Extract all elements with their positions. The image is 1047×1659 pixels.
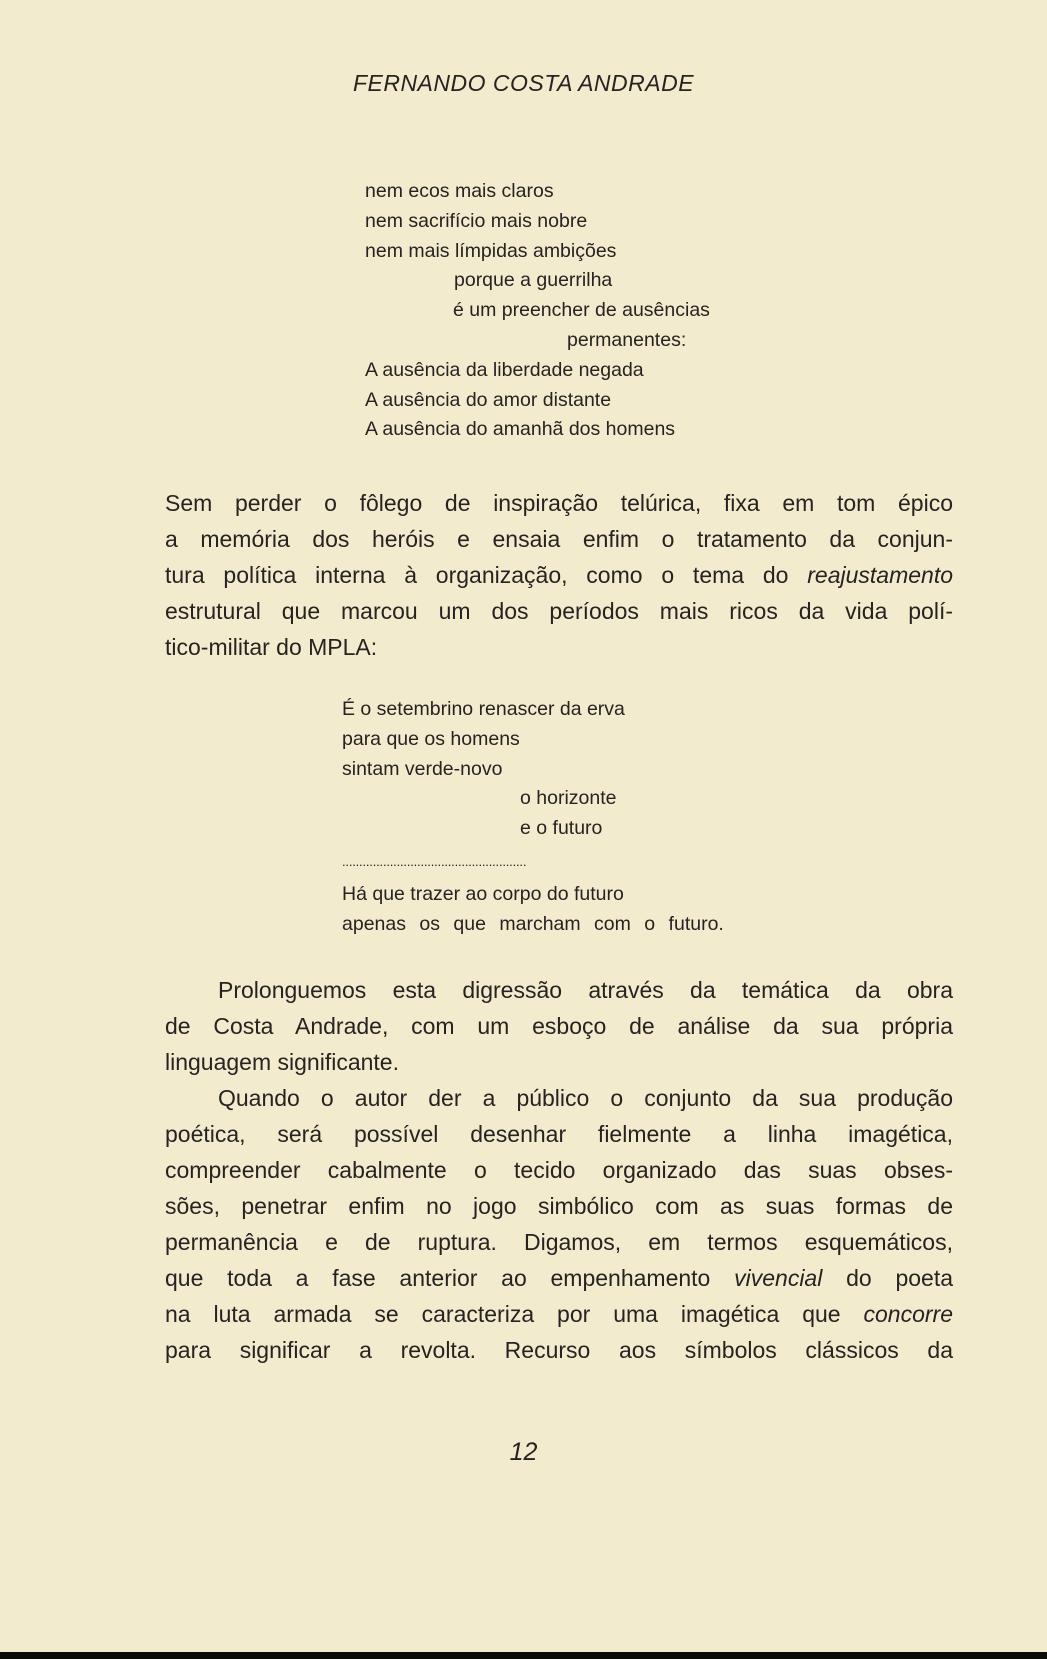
paragraph-1 [165, 485, 953, 665]
poem-line: permanentes: [567, 328, 687, 351]
poem-line: A ausência do amanhã dos homens [365, 418, 676, 441]
poem-line: É o setembrino renascer da erva [342, 698, 625, 720]
text-line: Quando o autor der a público o conjunto da sua produção [218, 1085, 953, 1111]
paragraph-2 [165, 972, 953, 1080]
poem-line: para que os homens [342, 727, 520, 750]
poem-line: nem mais límpidas ambições [365, 239, 617, 262]
text-fragment: do poeta [822, 1265, 953, 1291]
scan-edge [0, 1652, 1047, 1659]
poem-excerpt-2 [342, 695, 724, 940]
text-fragment: tura política interna à organização, como o tema do [165, 562, 808, 588]
poem-line: sintam verde-novo [342, 757, 503, 780]
poem-line: nem ecos mais claros [365, 180, 554, 202]
poem-line: apenas os que marcham com o futuro. [342, 912, 724, 935]
poem-line: porque a guerrilha [454, 269, 613, 292]
text-line: Sem perder o fôlego de inspiração telúrica, fixa em tom épico [165, 490, 953, 516]
poem-line: nem sacrifício mais nobre [365, 209, 588, 232]
running-header: FERNANDO COSTA ANDRADE [352, 70, 695, 96]
page-number: 12 [509, 1438, 538, 1466]
text-line: permanência e de ruptura. Digamos, em termos esquemáticos, [165, 1229, 953, 1255]
poem-line: A ausência da liberdade negada [365, 358, 644, 381]
text-line: a memória dos heróis e ensaia enfim o tratamento da conjun- [165, 526, 953, 552]
italic-term: vivencial [734, 1265, 823, 1291]
text-line [165, 1296, 953, 1332]
poem-line: Há que trazer ao corpo do futuro [342, 882, 624, 905]
text-line: compreender cabalmente o tecido organizado das suas obses- [165, 1157, 953, 1183]
italic-term: concorre [863, 1301, 953, 1327]
poem-line: A ausência do amor distante [365, 388, 612, 411]
text-line: estrutural que marcou um dos períodos mais ricos da vida polí- [165, 598, 953, 624]
text-line [165, 1260, 953, 1296]
poem-ellipsis-line: ...................................................... [342, 853, 527, 869]
text-line: tico-militar do MPLA: [165, 634, 378, 660]
text-line: poética, será possível desenhar fielmente a linha imagética, [165, 1121, 953, 1147]
poem-line: e o futuro [520, 817, 603, 840]
text-fragment: na luta armada se caracteriza por uma imagética que [165, 1301, 864, 1327]
text-line: linguagem significante. [165, 1049, 399, 1075]
italic-term: reajustamento [807, 562, 953, 588]
text-line: para significar a revolta. Recurso aos símbolos clássicos da [165, 1337, 953, 1363]
text-line [165, 557, 953, 593]
text-line: de Costa Andrade, com um esboço de análise da sua própria [165, 1013, 953, 1039]
paragraph-3 [165, 1080, 953, 1368]
poem-line: o horizonte [520, 787, 617, 810]
text-line: sões, penetrar enfim no jogo simbólico com as suas formas de [165, 1193, 953, 1219]
poem-line: é um preencher de ausências [453, 299, 710, 322]
text-fragment: que toda a fase anterior ao empenhamento [165, 1265, 735, 1291]
poem-excerpt-1 [365, 177, 710, 445]
text-line: Prolonguemos esta digressão através da temática da obra [218, 977, 953, 1003]
